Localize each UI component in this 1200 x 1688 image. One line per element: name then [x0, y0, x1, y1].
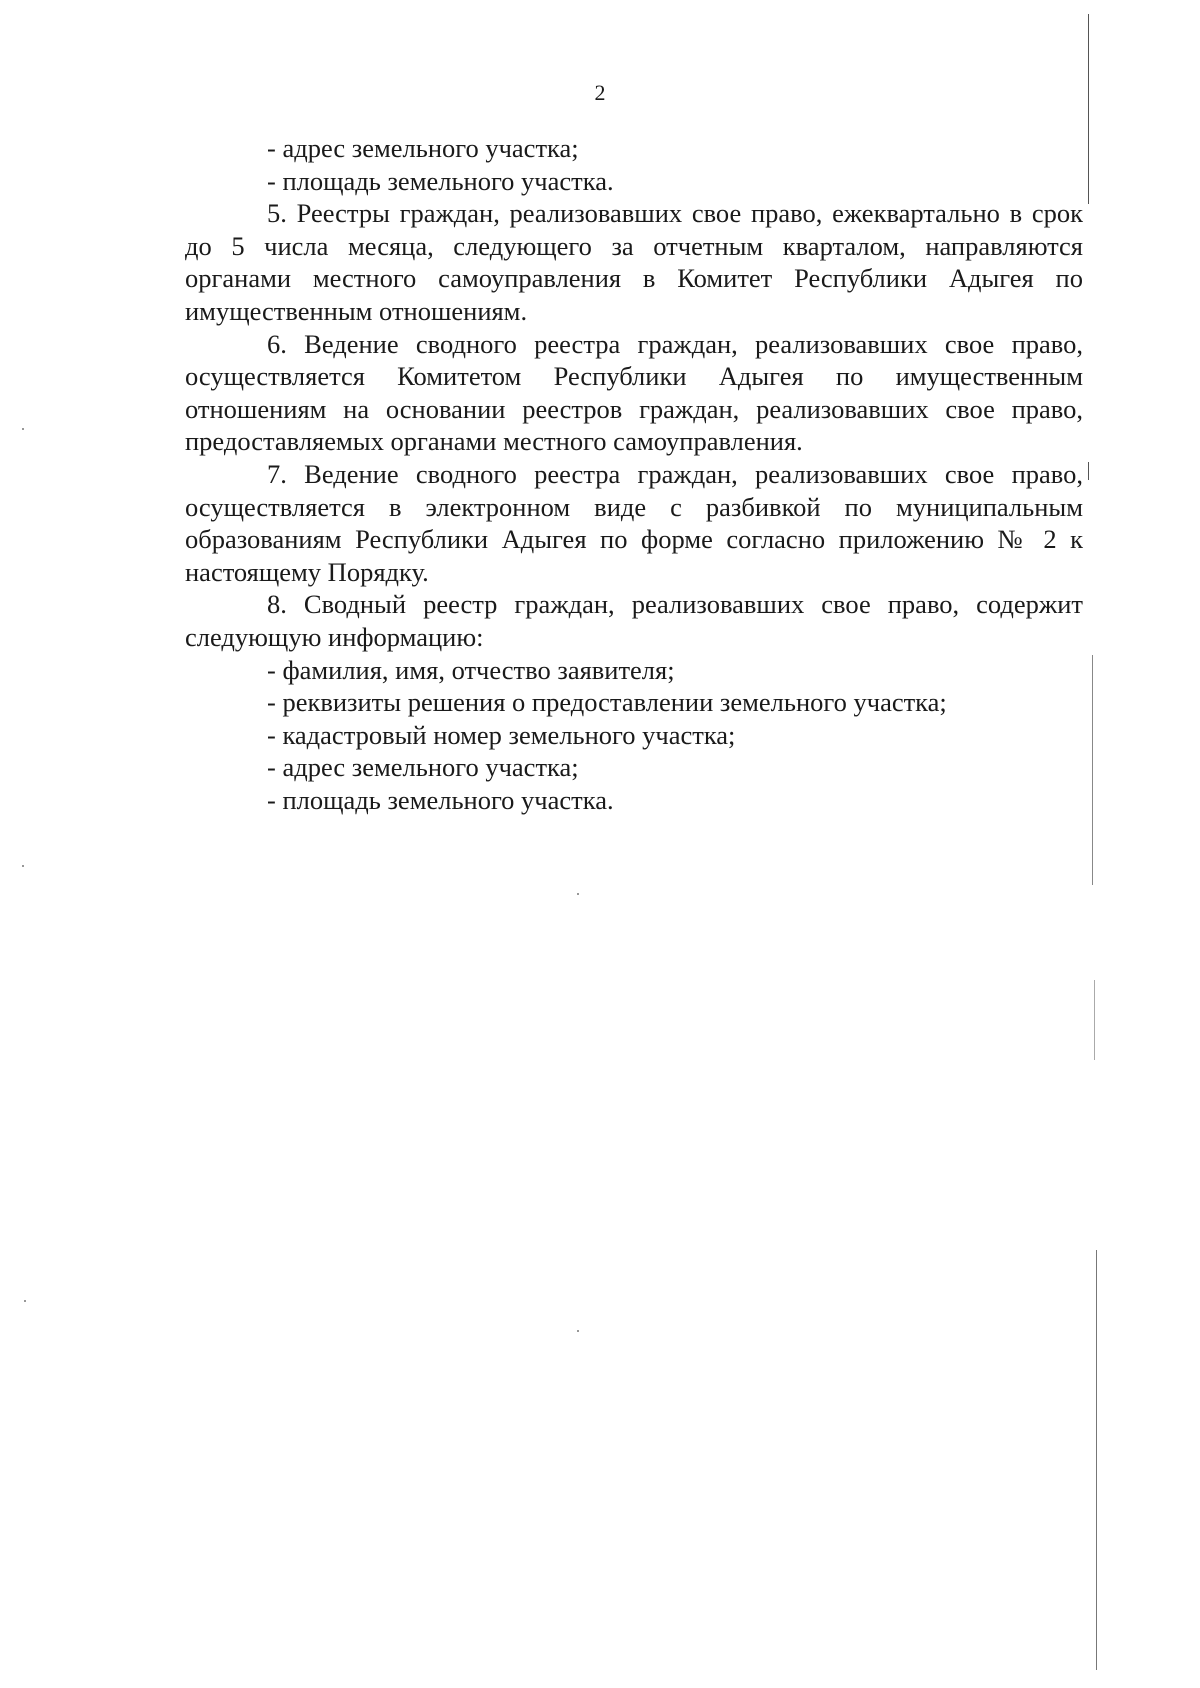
scan-edge-line [1096, 1250, 1097, 1670]
scan-speck [577, 1330, 579, 1332]
paragraph-7: 7. Ведение сводного реестра граждан, реализовавших свое право, осуществляется в электронном виде с разбивкой по муниципальным образованиям Республики Адыгея по форме согласно приложению № 2 к настоящему Порядку. [185, 458, 1083, 587]
scan-edge-line [1088, 14, 1089, 204]
paragraph-8: 8. Сводный реестр граждан, реализовавших свое право, содержит следующую информацию: [185, 589, 1083, 652]
scan-speck [577, 893, 579, 895]
scan-edge-line [1092, 655, 1093, 885]
page-number: 2 [594, 80, 606, 105]
paragraph-5: 5. Реестры граждан, реализовавших свое право, ежеквартально в срок до 5 числа месяца, следующего за отчетным кварталом, направляются органами местного самоуправления в Комитет Республики Адыгея по имущественным отношениям. [185, 198, 1083, 326]
paragraph-6: 6. Ведение сводного реестра граждан, реализовавших свое право, осуществляется Комитетом Республики Адыгея по имущественным отношениям на основании реестров граждан, реализовавших свое право, предоставляемых органами местного самоуправления. [185, 328, 1083, 457]
list-item: - адрес земельного участка; [267, 133, 579, 163]
scan-speck [22, 428, 24, 430]
scan-speck [24, 1300, 26, 1302]
scan-edge-line [1088, 462, 1089, 480]
list-item: - кадастровый номер земельного участка; [267, 719, 736, 750]
list-item: - фамилия, имя, отчество заявителя; [267, 654, 675, 685]
list-item: - площадь земельного участка. [267, 165, 614, 196]
list-item: - адрес земельного участка; [267, 752, 579, 783]
scan-edge-line [1094, 980, 1095, 1060]
document-body [185, 132, 1083, 816]
scan-speck [22, 865, 24, 867]
list-item: - реквизиты решения о предоставлении земельного участка; [267, 687, 947, 718]
list-item: - площадь земельного участка. [267, 784, 614, 815]
